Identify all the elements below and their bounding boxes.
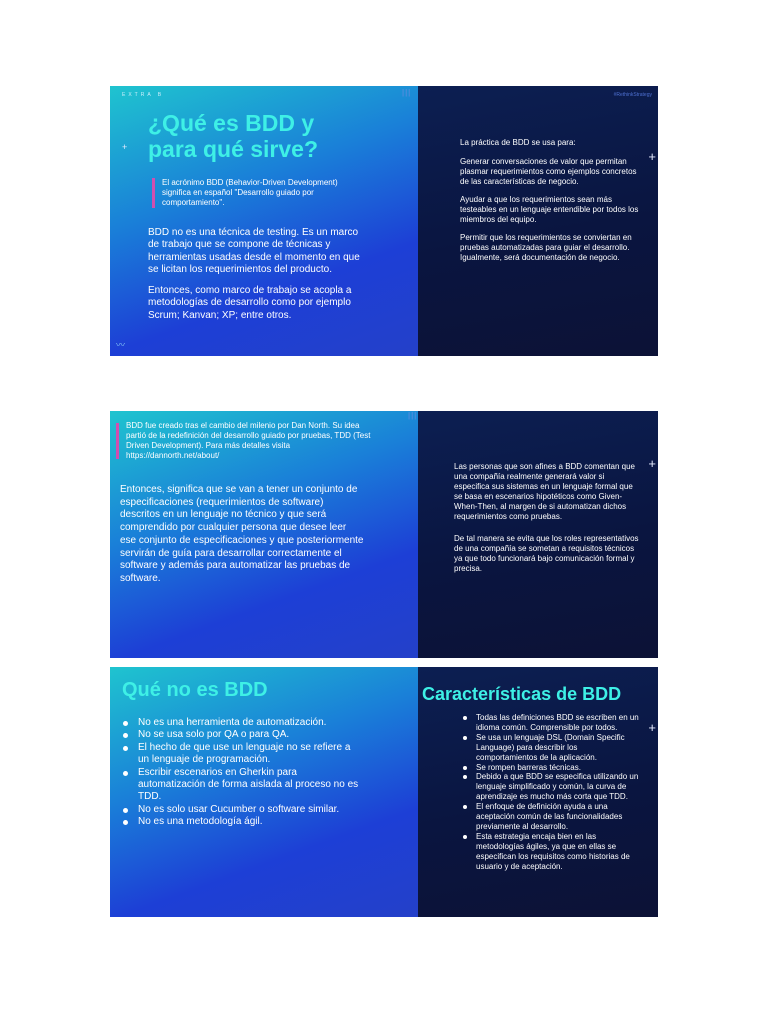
list-item: No se usa solo por QA o para QA. xyxy=(116,729,362,741)
slide-3-right-list xyxy=(460,713,640,872)
slide-1-left-panel xyxy=(110,86,418,356)
slide-1-right-point-3: Permitir que los requerimientos se conviertan en pruebas automatizadas para guiar el desarrollo. Igualmente, será documentación de negocio. xyxy=(460,233,632,262)
slide-2-right-point-1: Las personas que son afines a BDD comentan que una compañía realmente generará valor si especifica sus sistemas en un lenguaje formal que se basa en escenarios hipotéticos como Given-When-Then, al margen de si automatizan dichos requerimientos como pruebas. xyxy=(454,462,636,521)
wave-decoration: 〰 xyxy=(116,340,127,350)
slide-2 xyxy=(110,411,658,658)
slide-3-left-panel xyxy=(110,667,418,917)
slide-1-right-point-2: Ayudar a que los requerimientos sean más testeables en un lenguaje entendible por todos los miembros del equipo. xyxy=(460,195,639,224)
slide-1-title xyxy=(148,110,408,162)
slide-1-header-small: EXTRA B xyxy=(122,92,165,98)
quote-accent-bar xyxy=(116,423,119,459)
slide-2-quote: BDD fue creado tras el cambio del milenio por Dan North. Su idea partió de la redefinición del desarrollo guiado por pruebas, TDD (Test Driven Development). Para más detalles visita https://dannorth.net/about/ xyxy=(126,421,371,460)
list-item: Esta estrategia encaja bien en las metodologías ágiles, ya que en ellas se especifican los requisitos como historias de usuario y de aceptación. xyxy=(460,832,640,872)
slide-3-right-title: Características de BDD xyxy=(422,684,622,704)
plus-decoration-icon: + xyxy=(648,720,656,735)
list-item: Se rompen barreras técnicas. xyxy=(460,763,640,773)
slide-1-right-intro: La práctica de BDD se usa para: xyxy=(460,138,576,147)
plus-decoration-icon: + xyxy=(122,142,128,152)
slide-1-right-text xyxy=(460,138,640,271)
slide-1-quote: El acrónimo BDD (Behavior-Driven Development) significa en español "Desarrollo guiado por comportamiento". xyxy=(162,178,338,207)
slide-1-tag: #RethinkStrategy xyxy=(613,92,652,98)
slide-3-left-list xyxy=(116,717,362,829)
list-item: No es una herramienta de automatización. xyxy=(116,717,362,729)
dial-decoration: ||| xyxy=(402,88,412,97)
list-item: No es una metodología ágil. xyxy=(116,816,362,828)
plus-decoration-icon: + xyxy=(648,456,656,471)
slide-2-left-panel xyxy=(110,411,418,658)
list-item: El enfoque de definición ayuda a una aceptación común de las funcionalidades previamente al desarrollo. xyxy=(460,802,640,832)
slide-1-paragraph-2: Entonces, como marco de trabajo se acopla a metodologías de desarrollo como por ejemplo Scrum; Kanvan; XP; entre otros. xyxy=(148,285,352,321)
list-item: No es solo usar Cucumber o software similar. xyxy=(116,804,362,816)
list-item: Debido a que BDD se especifica utilizando un lenguaje simplificado y común, la curva de aprendizaje es mucho más corta que TDD. xyxy=(460,772,640,802)
slide-1-right-panel xyxy=(402,86,658,356)
dial-decoration: ||| xyxy=(408,411,418,420)
list-item: Se usa un lenguaje DSL (Domain Specific Language) para describir los comportamientos de la aplicación. xyxy=(460,733,640,763)
slide-2-paragraph: Entonces, significa que se van a tener un conjunto de especificaciones (requerimientos de software) descritos en un lenguaje no técnico y que será comprendido por cualquier persona que desee leer ese conjunto de especificaciones y que posteriormente servirán de guía para desarrollar correctamente el software y además para automatizar las pruebas de software. xyxy=(120,484,364,584)
slide-1-title-line-2: para qué sirve? xyxy=(148,136,319,162)
list-item: El hecho de que use un lenguaje no se refiere a un lenguaje de programación. xyxy=(116,742,362,767)
slide-2-right-point-2: De tal manera se evita que los roles representativos de una compañía se sometan a requisitos técnicos ya que todo funcionará bajo comunicación formal y precisa. xyxy=(454,534,639,573)
slide-1-title-line-1: ¿Qué es BDD y xyxy=(148,110,315,136)
slide-1 xyxy=(110,86,658,356)
list-item: Escribir escenarios en Gherkin para automatización de forma aislada al proceso no es TDD. xyxy=(116,767,362,804)
slide-2-right-panel xyxy=(408,411,658,658)
slide-3-left-title: Qué no es BDD xyxy=(122,679,268,701)
slide-3-right-panel xyxy=(418,667,658,917)
slide-1-paragraph-1: BDD no es una técnica de testing. Es un marco de trabajo que se compone de técnicas y herramientas usadas desde el momento en que se licitan los requerimientos del producto. xyxy=(148,227,360,276)
quote-accent-bar xyxy=(152,178,155,208)
list-item: Todas las definiciones BDD se escriben en un idioma común. Comprensible por todos. xyxy=(460,713,640,733)
slide-3 xyxy=(110,667,658,917)
slide-2-right-text xyxy=(454,462,640,582)
slide-1-right-point-1: Generar conversaciones de valor que permitan plasmar requerimientos como ejemplos concretos de las características de negocio. xyxy=(460,157,637,186)
plus-decoration-icon: + xyxy=(648,149,656,164)
